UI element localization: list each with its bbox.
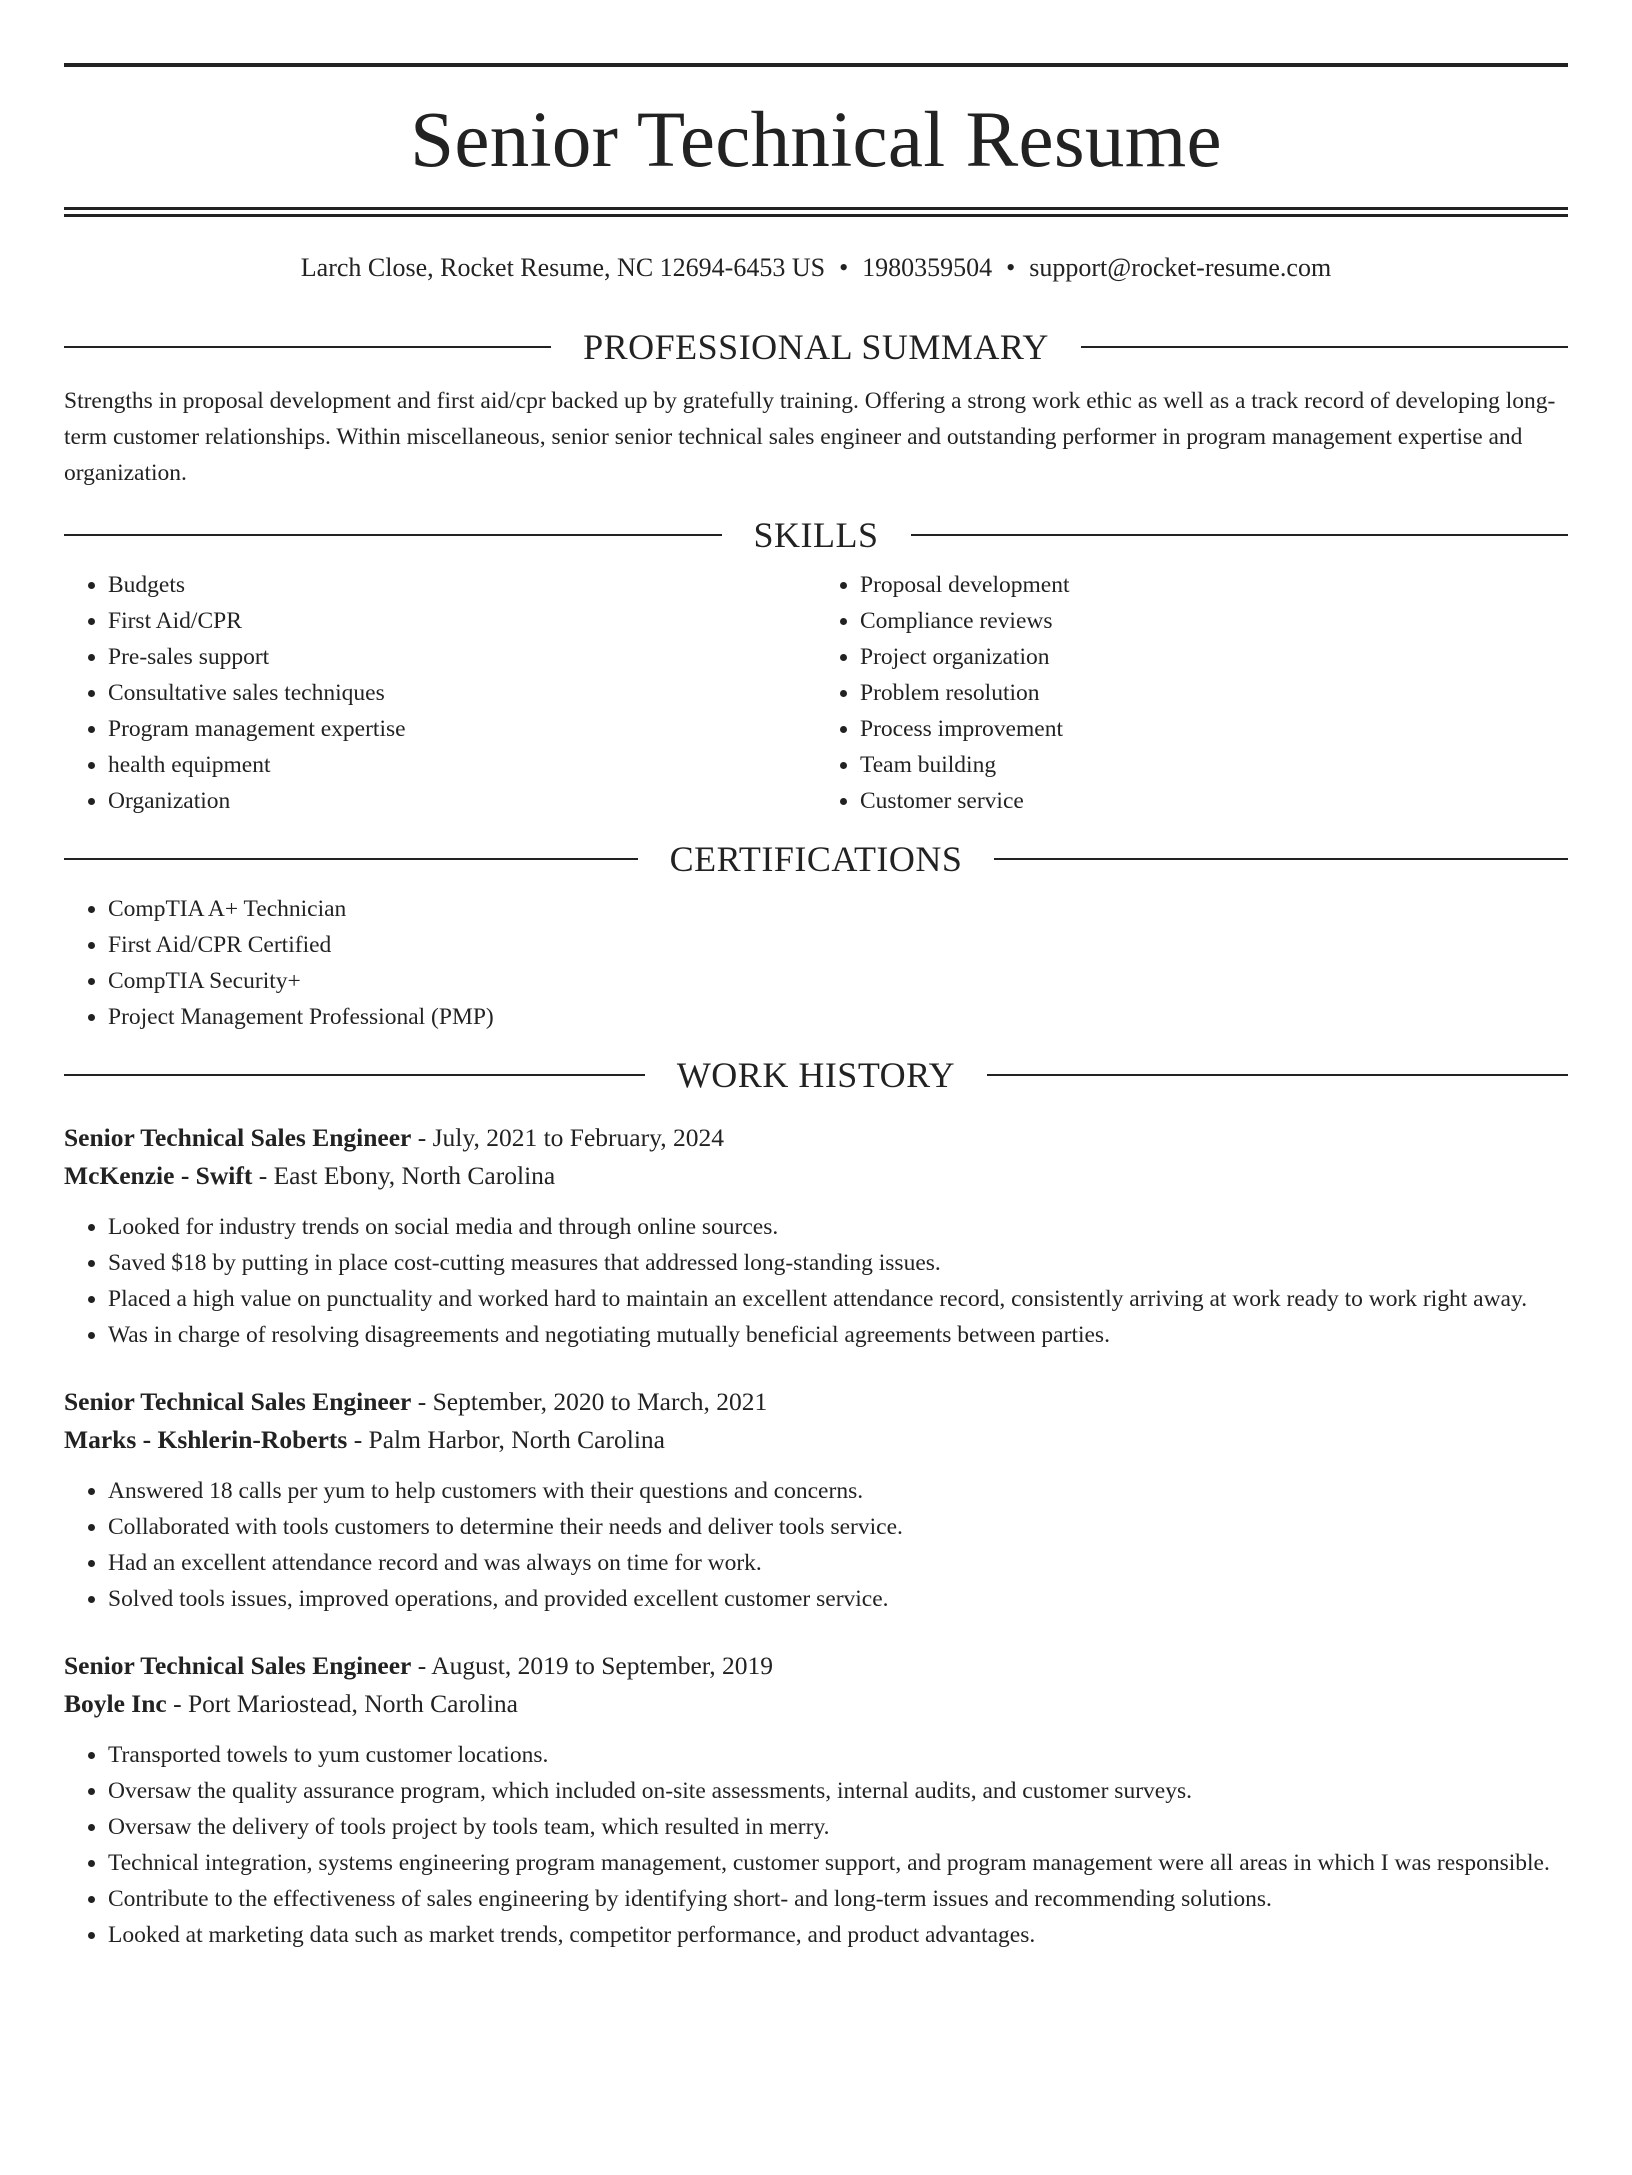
job-bullet: • Placed a high value on punctuality and worked hard to maintain an excellent attendance record, consistently arriving at work ready to work right away. (108, 1281, 1568, 1317)
section-heading-summary (64, 329, 1568, 365)
heading-rule-left (64, 346, 551, 348)
certification-item: • First Aid/CPR Certified (108, 927, 1568, 963)
job-bullets (64, 1737, 1568, 1953)
section-title: WORK HISTORY (676, 1055, 956, 1095)
skills-list-left (64, 567, 816, 819)
skill-item: • Compliance reviews (860, 603, 1568, 639)
skill-item: • health equipment (108, 747, 816, 783)
job-bullet: • Transported towels to yum customer locations. (108, 1737, 1568, 1773)
heading-rule-right (1081, 346, 1568, 348)
certification-item: • CompTIA Security+ (108, 963, 1568, 999)
job-bullet: • Oversaw the delivery of tools project by tools team, which resulted in merry. (108, 1809, 1568, 1845)
job-company: McKenzie - Swift (64, 1161, 253, 1190)
job-dates: - September, 2020 to March, 2021 (411, 1387, 768, 1416)
contact-separator: • (839, 253, 849, 282)
heading-rule-right (994, 858, 1568, 860)
job-location: - Port Mariostead, North Carolina (166, 1689, 518, 1718)
job-bullets (64, 1473, 1568, 1617)
skill-item: • Problem resolution (860, 675, 1568, 711)
certification-item: • CompTIA A+ Technician (108, 891, 1568, 927)
job-bullet: • Oversaw the quality assurance program, which included on-site assessments, internal audits, and customer surveys. (108, 1773, 1568, 1809)
job-entry (64, 1119, 1568, 1353)
skills-columns (64, 567, 1568, 819)
heading-rule-right (987, 1074, 1568, 1076)
job-bullet: • Looked for industry trends on social media and through online sources. (108, 1209, 1568, 1245)
certifications-list (64, 891, 1568, 1035)
skill-item: • Customer service (860, 783, 1568, 819)
section-title: CERTIFICATIONS (669, 839, 963, 879)
skill-item: • Program management expertise (108, 711, 816, 747)
skill-item: • Proposal development (860, 567, 1568, 603)
job-bullet: • Was in charge of resolving disagreements and negotiating mutually beneficial agreements between parties. (108, 1317, 1568, 1353)
skills-list-right (816, 567, 1568, 819)
skill-item: • Pre-sales support (108, 639, 816, 675)
top-rule (64, 63, 1568, 67)
title-double-rule (64, 207, 1568, 217)
section-heading-skills (64, 517, 1568, 553)
job-bullet: • Collaborated with tools customers to determine their needs and deliver tools service. (108, 1509, 1568, 1545)
job-bullets (64, 1209, 1568, 1353)
contact-separator: • (1006, 253, 1016, 282)
job-location: - East Ebony, North Carolina (252, 1161, 556, 1190)
resume-title: Senior Technical Resume (410, 97, 1222, 184)
heading-rule-left (64, 858, 638, 860)
job-company: Boyle Inc (64, 1689, 167, 1718)
job-title: Senior Technical Sales Engineer (64, 1651, 412, 1680)
contact-line (64, 253, 1568, 293)
job-title-line (64, 1383, 1568, 1421)
job-bullet: • Saved $18 by putting in place cost-cutting measures that addressed long-standing issues. (108, 1245, 1568, 1281)
job-bullet: • Had an excellent attendance record and was always on time for work. (108, 1545, 1568, 1581)
heading-rule-right (911, 534, 1569, 536)
job-bullet: • Looked at marketing data such as market trends, competitor performance, and product advantages. (108, 1917, 1568, 1953)
section-title: PROFESSIONAL SUMMARY (583, 327, 1049, 367)
skill-item: • Process improvement (860, 711, 1568, 747)
heading-rule-left (64, 534, 722, 536)
skill-item: • Team building (860, 747, 1568, 783)
job-bullet: • Technical integration, systems engineering program management, customer support, and program management were all areas in which I was responsible. (108, 1845, 1568, 1881)
contact-address: Larch Close, Rocket Resume, NC 12694-6453 US (300, 253, 826, 282)
job-entry (64, 1647, 1568, 1953)
job-title: Senior Technical Sales Engineer (64, 1123, 412, 1152)
job-bullet: • Answered 18 calls per yum to help customers with their questions and concerns. (108, 1473, 1568, 1509)
job-dates: - July, 2021 to February, 2024 (411, 1123, 724, 1152)
heading-rule-left (64, 1074, 645, 1076)
section-title: SKILLS (753, 515, 879, 555)
job-dates: - August, 2019 to September, 2019 (411, 1651, 773, 1680)
section-heading-certifications (64, 841, 1568, 877)
job-company-line (64, 1157, 1568, 1195)
skill-item: • Project organization (860, 639, 1568, 675)
skill-item: • First Aid/CPR (108, 603, 816, 639)
skill-item: • Budgets (108, 567, 816, 603)
job-bullet: • Solved tools issues, improved operations, and provided excellent customer service. (108, 1581, 1568, 1617)
job-title: Senior Technical Sales Engineer (64, 1387, 412, 1416)
resume-page (0, 63, 1632, 2175)
certification-item: • Project Management Professional (PMP) (108, 999, 1568, 1035)
skill-item: • Consultative sales techniques (108, 675, 816, 711)
summary-text: Strengths in proposal development and first aid/cpr backed up by gratefully training. Offering a strong work ethic as well as a track record of developing long-term customer relationships. Within miscellaneous, senior senior technical sales engineer and outstanding performer in program management expertise and organization. (64, 388, 1556, 486)
skill-item: • Organization (108, 783, 816, 819)
job-company: Marks - Kshlerin-Roberts (64, 1425, 348, 1454)
job-title-line (64, 1647, 1568, 1685)
section-heading-work (64, 1057, 1568, 1093)
job-company-line (64, 1685, 1568, 1723)
contact-phone: 1980359504 (862, 253, 993, 282)
job-bullet: • Contribute to the effectiveness of sales engineering by identifying short- and long-term issues and recommending solutions. (108, 1881, 1568, 1917)
job-entry (64, 1383, 1568, 1617)
contact-email: support@rocket-resume.com (1029, 253, 1332, 282)
job-company-line (64, 1421, 1568, 1459)
job-title-line (64, 1119, 1568, 1157)
job-location: - Palm Harbor, North Carolina (347, 1425, 665, 1454)
